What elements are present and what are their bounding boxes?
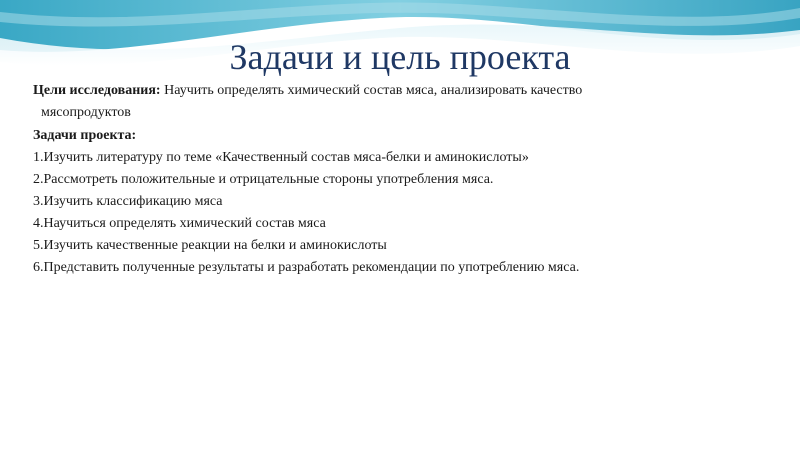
research-goal-text-line1: Научить определять химический состав мяса, анализировать качество bbox=[160, 83, 583, 98]
task-item-4: 4.Научиться определять химический состав мяса bbox=[33, 216, 326, 231]
tasks-title: Задачи проекта: bbox=[33, 128, 137, 143]
research-goal bbox=[33, 80, 773, 102]
task-item-6: 6.Представить полученные результаты и разработать рекомендации по употреблению мяса. bbox=[33, 260, 580, 275]
research-goal-label: Цели исследования: bbox=[33, 83, 161, 98]
task-item-1: 1.Изучить литературу по теме «Качественный состав мяса-белки и аминокислоты» bbox=[33, 150, 529, 165]
slide-title: Задачи и цель проекта bbox=[229, 37, 571, 77]
task-item-3: 3.Изучить классификацию мяса bbox=[33, 194, 223, 209]
task-item-5: 5.Изучить качественные реакции на белки и аминокислоты bbox=[33, 238, 387, 253]
task-item-2: 2.Рассмотреть положительные и отрицательные стороны употребления мяса. bbox=[33, 172, 494, 187]
research-goal-text-line2: мясопродуктов bbox=[41, 105, 131, 120]
slide-content bbox=[33, 80, 773, 279]
